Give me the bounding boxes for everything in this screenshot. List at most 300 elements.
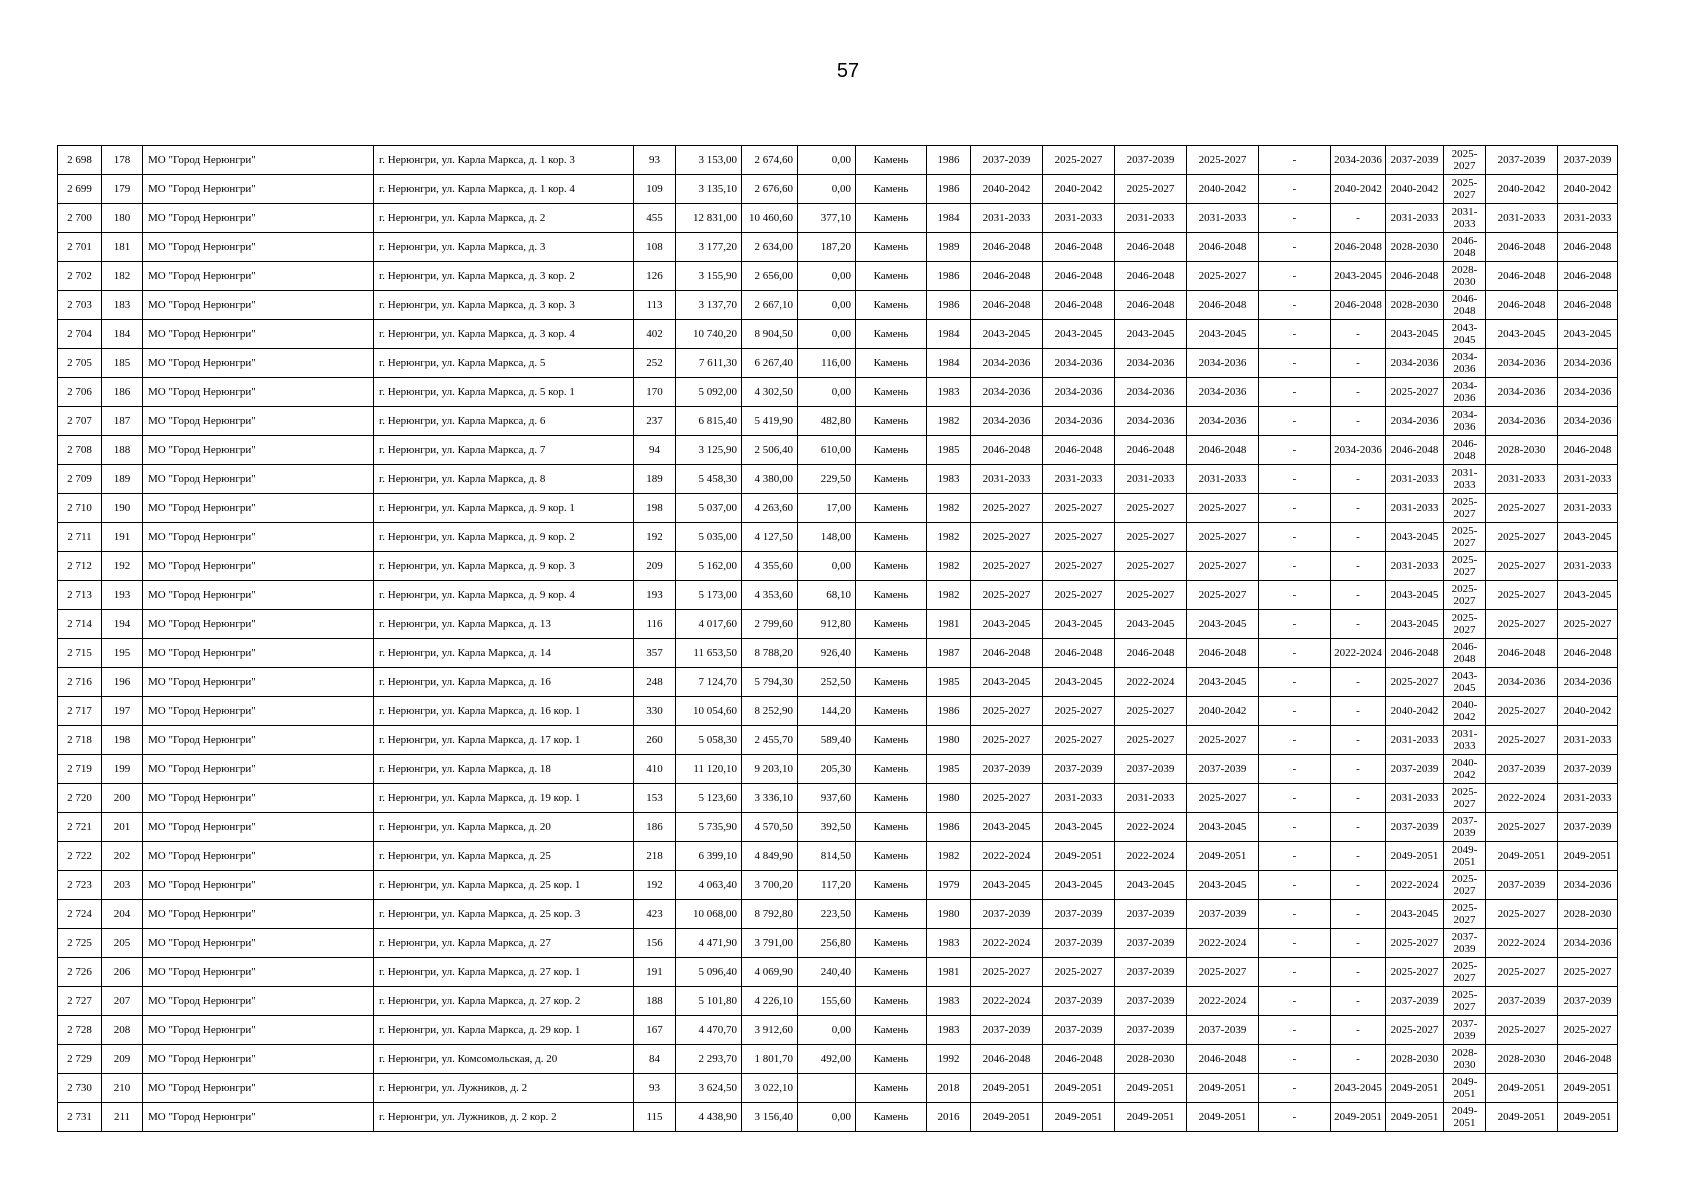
cell-municipality: МО "Город Нерюнгри" [143,581,374,610]
cell-wall-material: Камень [856,349,927,378]
table-row [58,668,1618,697]
cell-wall-material: Камень [856,378,927,407]
cell-living-area: 4 302,50 [742,378,798,407]
cell-term-roof: 2022-2024 [971,987,1043,1016]
table-row [58,175,1618,204]
cell-local-number: 183 [102,291,143,320]
cell-term-sewerage: 2040-2042 [1444,755,1486,784]
cell-term-foundation: 2025-2027 [1115,697,1187,726]
cell-term-facade: 2049-2051 [1043,1074,1115,1103]
cell-local-number: 202 [102,842,143,871]
cell-total-area: 5 458,30 [676,465,742,494]
cell-total-area: 3 177,20 [676,233,742,262]
cell-wall-material: Камень [856,871,927,900]
cell-term-sewerage: 2025-2027 [1444,871,1486,900]
cell-term-power: 2025-2027 [1486,726,1558,755]
cell-local-number: 210 [102,1074,143,1103]
cell-living-area: 2 667,10 [742,291,798,320]
cell-build-year: 1986 [927,291,971,320]
cell-municipality: МО "Город Нерюнгри" [143,842,374,871]
cell-term-power: 2031-2033 [1486,204,1558,233]
cell-local-number: 208 [102,1016,143,1045]
cell-term-gas: 2031-2033 [1558,204,1618,233]
cell-build-year: 2018 [927,1074,971,1103]
cell-build-year: 1984 [927,320,971,349]
cell-term-heating: 2043-2045 [1331,262,1386,291]
cell-wall-material: Камень [856,552,927,581]
cell-living-area: 2 506,40 [742,436,798,465]
cell-term-elevator: - [1259,987,1331,1016]
cell-nonresidential-area: 0,00 [798,262,856,291]
cell-living-area: 4 849,90 [742,842,798,871]
cell-term-foundation: 2037-2039 [1115,900,1187,929]
cell-build-year: 1992 [927,1045,971,1074]
cell-term-engineering: 2049-2051 [1187,842,1259,871]
cell-build-year: 1986 [927,813,971,842]
cell-term-facade: 2046-2048 [1043,291,1115,320]
cell-term-foundation: 2046-2048 [1115,639,1187,668]
cell-term-roof: 2022-2024 [971,929,1043,958]
cell-nonresidential-area: 205,30 [798,755,856,784]
cell-total-area: 4 438,90 [676,1103,742,1132]
cell-term-elevator: - [1259,610,1331,639]
cell-term-elevator: - [1259,552,1331,581]
cell-row-number: 2 709 [58,465,102,494]
table-row [58,842,1618,871]
cell-wall-material: Камень [856,175,927,204]
cell-municipality: МО "Город Нерюнгри" [143,784,374,813]
cell-address: г. Нерюнгри, ул. Карла Маркса, д. 7 [374,436,634,465]
cell-nonresidential-area: 155,60 [798,987,856,1016]
cell-term-power: 2025-2027 [1486,900,1558,929]
cell-term-elevator: - [1259,465,1331,494]
cell-term-facade: 2034-2036 [1043,407,1115,436]
table-row [58,349,1618,378]
cell-residents: 191 [634,958,676,987]
cell-term-sewerage: 2025-2027 [1444,146,1486,175]
cell-term-heating: - [1331,842,1386,871]
cell-term-water: 2025-2027 [1386,958,1444,987]
cell-term-elevator: - [1259,494,1331,523]
cell-term-elevator: - [1259,900,1331,929]
cell-term-foundation: 2025-2027 [1115,581,1187,610]
cell-term-engineering: 2025-2027 [1187,146,1259,175]
cell-term-heating: 2022-2024 [1331,639,1386,668]
cell-term-heating: - [1331,320,1386,349]
table-row [58,697,1618,726]
cell-term-elevator: - [1259,204,1331,233]
cell-local-number: 209 [102,1045,143,1074]
cell-nonresidential-area: 492,00 [798,1045,856,1074]
cell-term-elevator: - [1259,842,1331,871]
cell-nonresidential-area: 0,00 [798,291,856,320]
cell-term-facade: 2025-2027 [1043,552,1115,581]
cell-term-engineering: 2049-2051 [1187,1103,1259,1132]
cell-term-roof: 2046-2048 [971,1045,1043,1074]
cell-term-heating: 2034-2036 [1331,146,1386,175]
table-row [58,813,1618,842]
cell-term-roof: 2025-2027 [971,523,1043,552]
cell-total-area: 10 054,60 [676,697,742,726]
cell-row-number: 2 719 [58,755,102,784]
cell-local-number: 193 [102,581,143,610]
cell-term-heating: - [1331,929,1386,958]
cell-address: г. Нерюнгри, ул. Карла Маркса, д. 9 кор. 3 [374,552,634,581]
cell-term-power: 2046-2048 [1486,233,1558,262]
cell-row-number: 2 730 [58,1074,102,1103]
cell-term-engineering: 2025-2027 [1187,581,1259,610]
cell-term-power: 2049-2051 [1486,1074,1558,1103]
cell-residents: 84 [634,1045,676,1074]
cell-wall-material: Камень [856,842,927,871]
table-row [58,726,1618,755]
cell-term-foundation: 2025-2027 [1115,175,1187,204]
cell-row-number: 2 728 [58,1016,102,1045]
cell-term-sewerage: 2025-2027 [1444,523,1486,552]
cell-term-foundation: 2022-2024 [1115,813,1187,842]
cell-local-number: 188 [102,436,143,465]
cell-wall-material: Камень [856,813,927,842]
cell-term-water: 2031-2033 [1386,465,1444,494]
cell-residents: 188 [634,987,676,1016]
cell-row-number: 2 720 [58,784,102,813]
cell-local-number: 195 [102,639,143,668]
cell-local-number: 206 [102,958,143,987]
cell-term-engineering: 2043-2045 [1187,668,1259,697]
cell-term-power: 2025-2027 [1486,697,1558,726]
cell-build-year: 1983 [927,465,971,494]
cell-residents: 193 [634,581,676,610]
cell-row-number: 2 714 [58,610,102,639]
cell-term-sewerage: 2040-2042 [1444,697,1486,726]
cell-total-area: 5 101,80 [676,987,742,1016]
cell-term-elevator: - [1259,639,1331,668]
cell-term-heating: - [1331,755,1386,784]
cell-term-gas: 2031-2033 [1558,552,1618,581]
cell-term-foundation: 2046-2048 [1115,233,1187,262]
cell-address: г. Нерюнгри, ул. Комсомольская, д. 20 [374,1045,634,1074]
cell-term-roof: 2025-2027 [971,494,1043,523]
cell-wall-material: Камень [856,291,927,320]
cell-term-water: 2040-2042 [1386,175,1444,204]
cell-nonresidential-area: 256,80 [798,929,856,958]
cell-term-water: 2028-2030 [1386,233,1444,262]
cell-residents: 423 [634,900,676,929]
table-row [58,1103,1618,1132]
cell-term-roof: 2043-2045 [971,320,1043,349]
cell-build-year: 1981 [927,958,971,987]
cell-term-water: 2031-2033 [1386,494,1444,523]
cell-residents: 93 [634,1074,676,1103]
cell-term-water: 2049-2051 [1386,1103,1444,1132]
cell-total-area: 5 123,60 [676,784,742,813]
cell-term-water: 2034-2036 [1386,407,1444,436]
cell-municipality: МО "Город Нерюнгри" [143,233,374,262]
cell-term-power: 2037-2039 [1486,987,1558,1016]
cell-row-number: 2 703 [58,291,102,320]
cell-term-engineering: 2025-2027 [1187,726,1259,755]
table-row [58,204,1618,233]
cell-row-number: 2 707 [58,407,102,436]
cell-nonresidential-area: 116,00 [798,349,856,378]
cell-wall-material: Камень [856,146,927,175]
cell-term-power: 2049-2051 [1486,842,1558,871]
cell-term-roof: 2034-2036 [971,407,1043,436]
cell-local-number: 199 [102,755,143,784]
cell-term-power: 2022-2024 [1486,929,1558,958]
cell-address: г. Нерюнгри, ул. Карла Маркса, д. 9 кор. 4 [374,581,634,610]
cell-term-gas: 2049-2051 [1558,1074,1618,1103]
cell-municipality: МО "Город Нерюнгри" [143,929,374,958]
cell-municipality: МО "Город Нерюнгри" [143,262,374,291]
cell-nonresidential-area: 589,40 [798,726,856,755]
cell-row-number: 2 704 [58,320,102,349]
cell-term-sewerage: 2037-2039 [1444,929,1486,958]
cell-address: г. Нерюнгри, ул. Карла Маркса, д. 1 кор. 3 [374,146,634,175]
cell-term-roof: 2037-2039 [971,146,1043,175]
cell-wall-material: Камень [856,755,927,784]
cell-term-sewerage: 2049-2051 [1444,1074,1486,1103]
cell-living-area: 9 203,10 [742,755,798,784]
cell-term-power: 2037-2039 [1486,871,1558,900]
cell-term-power: 2025-2027 [1486,813,1558,842]
cell-wall-material: Камень [856,784,927,813]
table-row [58,755,1618,784]
cell-term-water: 2031-2033 [1386,552,1444,581]
cell-municipality: МО "Город Нерюнгри" [143,726,374,755]
cell-living-area: 4 570,50 [742,813,798,842]
cell-term-power: 2046-2048 [1486,262,1558,291]
cell-term-facade: 2037-2039 [1043,1016,1115,1045]
cell-local-number: 182 [102,262,143,291]
cell-term-elevator: - [1259,146,1331,175]
cell-term-engineering: 2037-2039 [1187,900,1259,929]
cell-term-power: 2025-2027 [1486,1016,1558,1045]
cell-nonresidential-area: 0,00 [798,146,856,175]
cell-term-facade: 2037-2039 [1043,987,1115,1016]
cell-term-gas: 2046-2048 [1558,291,1618,320]
cell-build-year: 1984 [927,204,971,233]
cell-wall-material: Камень [856,465,927,494]
cell-row-number: 2 724 [58,900,102,929]
cell-total-area: 4 063,40 [676,871,742,900]
cell-term-roof: 2025-2027 [971,784,1043,813]
table-row [58,871,1618,900]
cell-term-foundation: 2037-2039 [1115,1016,1187,1045]
cell-municipality: МО "Город Нерюнгри" [143,1016,374,1045]
cell-term-foundation: 2028-2030 [1115,1045,1187,1074]
cell-nonresidential-area: 229,50 [798,465,856,494]
cell-term-engineering: 2034-2036 [1187,349,1259,378]
cell-nonresidential-area: 814,50 [798,842,856,871]
cell-term-sewerage: 2028-2030 [1444,262,1486,291]
cell-term-gas: 2037-2039 [1558,755,1618,784]
cell-term-power: 2025-2027 [1486,523,1558,552]
cell-build-year: 1987 [927,639,971,668]
cell-wall-material: Камень [856,929,927,958]
cell-term-engineering: 2025-2027 [1187,494,1259,523]
cell-nonresidential-area: 610,00 [798,436,856,465]
cell-residents: 93 [634,146,676,175]
cell-row-number: 2 706 [58,378,102,407]
cell-term-engineering: 2046-2048 [1187,639,1259,668]
cell-local-number: 185 [102,349,143,378]
cell-total-area: 5 037,00 [676,494,742,523]
cell-residents: 357 [634,639,676,668]
cell-term-elevator: - [1259,784,1331,813]
cell-wall-material: Камень [856,668,927,697]
cell-nonresidential-area [798,1074,856,1103]
cell-local-number: 205 [102,929,143,958]
cell-address: г. Нерюнгри, ул. Карла Маркса, д. 27 кор. 2 [374,987,634,1016]
cell-living-area: 5 419,90 [742,407,798,436]
cell-build-year: 1982 [927,407,971,436]
cell-build-year: 1986 [927,146,971,175]
cell-term-gas: 2049-2051 [1558,1103,1618,1132]
cell-term-foundation: 2043-2045 [1115,610,1187,639]
cell-address: г. Нерюнгри, ул. Карла Маркса, д. 13 [374,610,634,639]
cell-nonresidential-area: 937,60 [798,784,856,813]
cell-term-elevator: - [1259,813,1331,842]
cell-term-engineering: 2040-2042 [1187,697,1259,726]
cell-nonresidential-area: 148,00 [798,523,856,552]
cell-address: г. Нерюнгри, ул. Карла Маркса, д. 17 кор. 1 [374,726,634,755]
cell-wall-material: Камень [856,1016,927,1045]
cell-address: г. Нерюнгри, ул. Карла Маркса, д. 14 [374,639,634,668]
cell-address: г. Нерюнгри, ул. Карла Маркса, д. 3 кор. 2 [374,262,634,291]
cell-municipality: МО "Город Нерюнгри" [143,668,374,697]
cell-total-area: 10 740,20 [676,320,742,349]
cell-local-number: 197 [102,697,143,726]
cell-total-area: 3 125,90 [676,436,742,465]
cell-term-facade: 2034-2036 [1043,349,1115,378]
cell-term-foundation: 2025-2027 [1115,523,1187,552]
cell-term-gas: 2025-2027 [1558,610,1618,639]
cell-address: г. Нерюнгри, ул. Карла Маркса, д. 5 [374,349,634,378]
table-row [58,639,1618,668]
cell-municipality: МО "Город Нерюнгри" [143,523,374,552]
cell-term-roof: 2043-2045 [971,610,1043,639]
cell-wall-material: Камень [856,436,927,465]
cell-living-area: 2 674,60 [742,146,798,175]
cell-municipality: МО "Город Нерюнгри" [143,436,374,465]
cell-term-foundation: 2034-2036 [1115,378,1187,407]
cell-municipality: МО "Город Нерюнгри" [143,755,374,784]
cell-row-number: 2 723 [58,871,102,900]
cell-term-engineering: 2043-2045 [1187,320,1259,349]
cell-term-power: 2025-2027 [1486,552,1558,581]
cell-term-elevator: - [1259,958,1331,987]
cell-term-sewerage: 2025-2027 [1444,581,1486,610]
cell-term-sewerage: 2034-2036 [1444,349,1486,378]
cell-term-gas: 2025-2027 [1558,958,1618,987]
cell-row-number: 2 717 [58,697,102,726]
cell-municipality: МО "Город Нерюнгри" [143,291,374,320]
table-body [58,146,1618,1132]
table-row [58,581,1618,610]
cell-term-heating: - [1331,523,1386,552]
cell-term-gas: 2037-2039 [1558,813,1618,842]
cell-term-sewerage: 2034-2036 [1444,407,1486,436]
cell-address: г. Нерюнгри, ул. Карла Маркса, д. 3 [374,233,634,262]
cell-term-foundation: 2046-2048 [1115,436,1187,465]
cell-living-area: 3 156,40 [742,1103,798,1132]
table-row [58,320,1618,349]
table-row [58,233,1618,262]
cell-term-elevator: - [1259,262,1331,291]
cell-term-heating: - [1331,1045,1386,1074]
cell-term-engineering: 2046-2048 [1187,291,1259,320]
table-row [58,146,1618,175]
cell-municipality: МО "Город Нерюнгри" [143,871,374,900]
cell-nonresidential-area: 0,00 [798,1103,856,1132]
cell-row-number: 2 713 [58,581,102,610]
cell-address: г. Нерюнгри, ул. Карла Маркса, д. 29 кор. 1 [374,1016,634,1045]
cell-living-area: 8 904,50 [742,320,798,349]
cell-build-year: 1986 [927,262,971,291]
cell-term-facade: 2034-2036 [1043,378,1115,407]
cell-address: г. Нерюнгри, ул. Карла Маркса, д. 16 кор. 1 [374,697,634,726]
cell-term-heating: - [1331,610,1386,639]
cell-term-sewerage: 2034-2036 [1444,378,1486,407]
cell-address: г. Нерюнгри, ул. Карла Маркса, д. 5 кор. 1 [374,378,634,407]
cell-term-facade: 2025-2027 [1043,523,1115,552]
cell-term-heating: 2040-2042 [1331,175,1386,204]
cell-term-engineering: 2022-2024 [1187,929,1259,958]
cell-term-water: 2028-2030 [1386,291,1444,320]
cell-residents: 170 [634,378,676,407]
cell-term-gas: 2031-2033 [1558,465,1618,494]
table-row [58,987,1618,1016]
cell-term-gas: 2031-2033 [1558,494,1618,523]
cell-row-number: 2 716 [58,668,102,697]
cell-wall-material: Камень [856,494,927,523]
cell-nonresidential-area: 17,00 [798,494,856,523]
cell-term-facade: 2046-2048 [1043,436,1115,465]
cell-term-foundation: 2037-2039 [1115,929,1187,958]
cell-term-water: 2043-2045 [1386,610,1444,639]
cell-living-area: 1 801,70 [742,1045,798,1074]
cell-local-number: 189 [102,465,143,494]
cell-term-facade: 2025-2027 [1043,697,1115,726]
cell-total-area: 7 124,70 [676,668,742,697]
cell-term-power: 2043-2045 [1486,320,1558,349]
cell-address: г. Нерюнгри, ул. Карла Маркса, д. 25 [374,842,634,871]
cell-term-heating: - [1331,697,1386,726]
cell-address: г. Нерюнгри, ул. Карла Маркса, д. 3 кор. 3 [374,291,634,320]
cell-term-water: 2034-2036 [1386,349,1444,378]
cell-term-power: 2034-2036 [1486,349,1558,378]
cell-term-power: 2046-2048 [1486,291,1558,320]
cell-build-year: 1982 [927,842,971,871]
cell-term-sewerage: 2043-2045 [1444,668,1486,697]
cell-residents: 108 [634,233,676,262]
cell-term-elevator: - [1259,871,1331,900]
cell-term-heating: - [1331,958,1386,987]
cell-total-area: 3 624,50 [676,1074,742,1103]
cell-term-elevator: - [1259,697,1331,726]
cell-term-heating: - [1331,581,1386,610]
cell-term-sewerage: 2046-2048 [1444,639,1486,668]
cell-term-gas: 2046-2048 [1558,436,1618,465]
cell-residents: 153 [634,784,676,813]
cell-row-number: 2 715 [58,639,102,668]
cell-wall-material: Камень [856,726,927,755]
cell-municipality: МО "Город Нерюнгри" [143,958,374,987]
cell-term-foundation: 2049-2051 [1115,1074,1187,1103]
cell-term-engineering: 2046-2048 [1187,233,1259,262]
cell-municipality: МО "Город Нерюнгри" [143,610,374,639]
